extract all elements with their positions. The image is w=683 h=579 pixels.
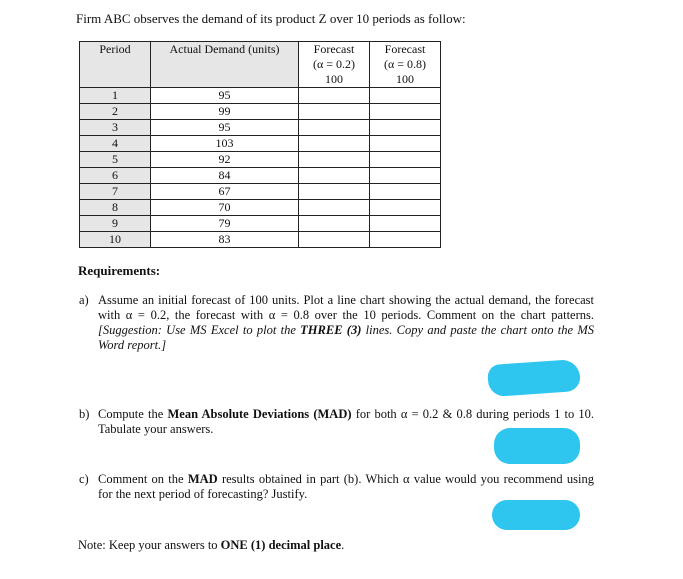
table-row: [80, 88, 441, 104]
cell-forecast-0-2: [299, 200, 370, 216]
question-c-text-post: results obtained in part (b). Which α value would you recommend using for the next period of forecasting? Justify.: [98, 472, 595, 501]
cell-actual: 92: [151, 152, 299, 168]
cell-forecast-0-8: [370, 184, 441, 200]
initial-forecast-0-2: 100: [325, 72, 343, 86]
cell-actual: 103: [151, 136, 299, 152]
cell-forecast-0-2: [299, 120, 370, 136]
cell-forecast-0-2: [299, 168, 370, 184]
cell-forecast-0-8: [370, 152, 441, 168]
cell-period: 3: [80, 120, 151, 136]
header-forecast-0-8-line1: Forecast: [384, 42, 426, 56]
question-b-label: b): [79, 407, 90, 421]
cell-period: 10: [80, 232, 151, 248]
note-pre: Note: Keep your answers to: [78, 538, 218, 552]
cell-forecast-0-2: [299, 216, 370, 232]
question-c: [79, 472, 594, 502]
highlight-scribble: [494, 428, 580, 464]
cell-period: 6: [80, 168, 151, 184]
question-b-text-post: for both α = 0.2 & 0.8 during periods 1 to 10. Tabulate your answers.: [98, 407, 595, 436]
initial-forecast-0-8: 100: [396, 72, 414, 86]
intro-text: Firm ABC observes the demand of its product Z over 10 periods as follow:: [76, 11, 466, 26]
cell-forecast-0-2: [299, 104, 370, 120]
table-row: [80, 120, 441, 136]
question-c-text-pre: Comment on the: [98, 472, 184, 486]
note: [78, 538, 344, 553]
note-post: .: [341, 538, 345, 552]
cell-forecast-0-2: [299, 184, 370, 200]
table-row: [80, 104, 441, 120]
cell-period: 9: [80, 216, 151, 232]
cell-forecast-0-2: [299, 152, 370, 168]
cell-forecast-0-8: [370, 104, 441, 120]
question-a-label: a): [79, 293, 89, 307]
cell-actual: 99: [151, 104, 299, 120]
cell-forecast-0-2: [299, 232, 370, 248]
question-a: [79, 293, 594, 353]
cell-forecast-0-8: [370, 120, 441, 136]
table-row: [80, 200, 441, 216]
cell-actual: 67: [151, 184, 299, 200]
cell-period: 7: [80, 184, 151, 200]
cell-period: 8: [80, 200, 151, 216]
header-forecast-0-2-line2: (α = 0.2): [312, 57, 356, 71]
question-a-hint-pre: [Suggestion: Use MS Excel to plot the: [98, 323, 296, 337]
cell-forecast-0-8: [370, 136, 441, 152]
cell-forecast-0-8: [370, 168, 441, 184]
cell-actual: 70: [151, 200, 299, 216]
cell-forecast-0-8: [370, 88, 441, 104]
cell-actual: 95: [151, 120, 299, 136]
question-a-text: Assume an initial forecast of 100 units. Plot a line chart showing the actual demand, the forecast with α = 0.2, the forecast with α = 0.8 over the 10 periods. Comment on the chart patterns.: [98, 293, 594, 322]
cell-actual: 83: [151, 232, 299, 248]
table-row: [80, 216, 441, 232]
note-bold: ONE (1) decimal place: [220, 538, 342, 552]
highlight-scribble: [492, 500, 580, 530]
table-row: [80, 168, 441, 184]
question-c-text-bold: MAD: [187, 472, 218, 486]
question-c-label: c): [79, 472, 89, 486]
cell-forecast-0-2: [299, 136, 370, 152]
highlight-scribble: [487, 359, 581, 397]
header-forecast-0-8-line2: (α = 0.8): [383, 57, 427, 71]
table-row: [80, 232, 441, 248]
question-a-hint-post: lines. Copy and paste the chart onto the MS Word report.]: [98, 323, 594, 352]
header-forecast-0-2: [299, 42, 370, 88]
question-b-text-bold: Mean Absolute Deviations (MAD): [167, 407, 352, 421]
cell-period: 2: [80, 104, 151, 120]
table-row: [80, 184, 441, 200]
header-forecast-0-8: [370, 42, 441, 88]
cell-forecast-0-8: [370, 232, 441, 248]
header-actual-demand: Actual Demand (units): [151, 42, 299, 88]
demand-table: [79, 41, 441, 248]
question-c-body: [98, 472, 594, 502]
question-b-text-pre: Compute the: [98, 407, 164, 421]
cell-period: 1: [80, 88, 151, 104]
cell-actual: 84: [151, 168, 299, 184]
cell-forecast-0-2: [299, 88, 370, 104]
question-a-body: [98, 293, 594, 353]
table-header-row: [80, 42, 441, 88]
requirements-title: Requirements:: [78, 263, 161, 278]
cell-forecast-0-8: [370, 216, 441, 232]
cell-period: 5: [80, 152, 151, 168]
header-forecast-0-2-line1: Forecast: [313, 42, 355, 56]
cell-actual: 95: [151, 88, 299, 104]
question-a-hint-bold: THREE (3): [300, 323, 362, 337]
cell-actual: 79: [151, 216, 299, 232]
cell-period: 4: [80, 136, 151, 152]
table-row: [80, 136, 441, 152]
table-row: [80, 152, 441, 168]
cell-forecast-0-8: [370, 200, 441, 216]
header-period: Period: [80, 42, 151, 88]
